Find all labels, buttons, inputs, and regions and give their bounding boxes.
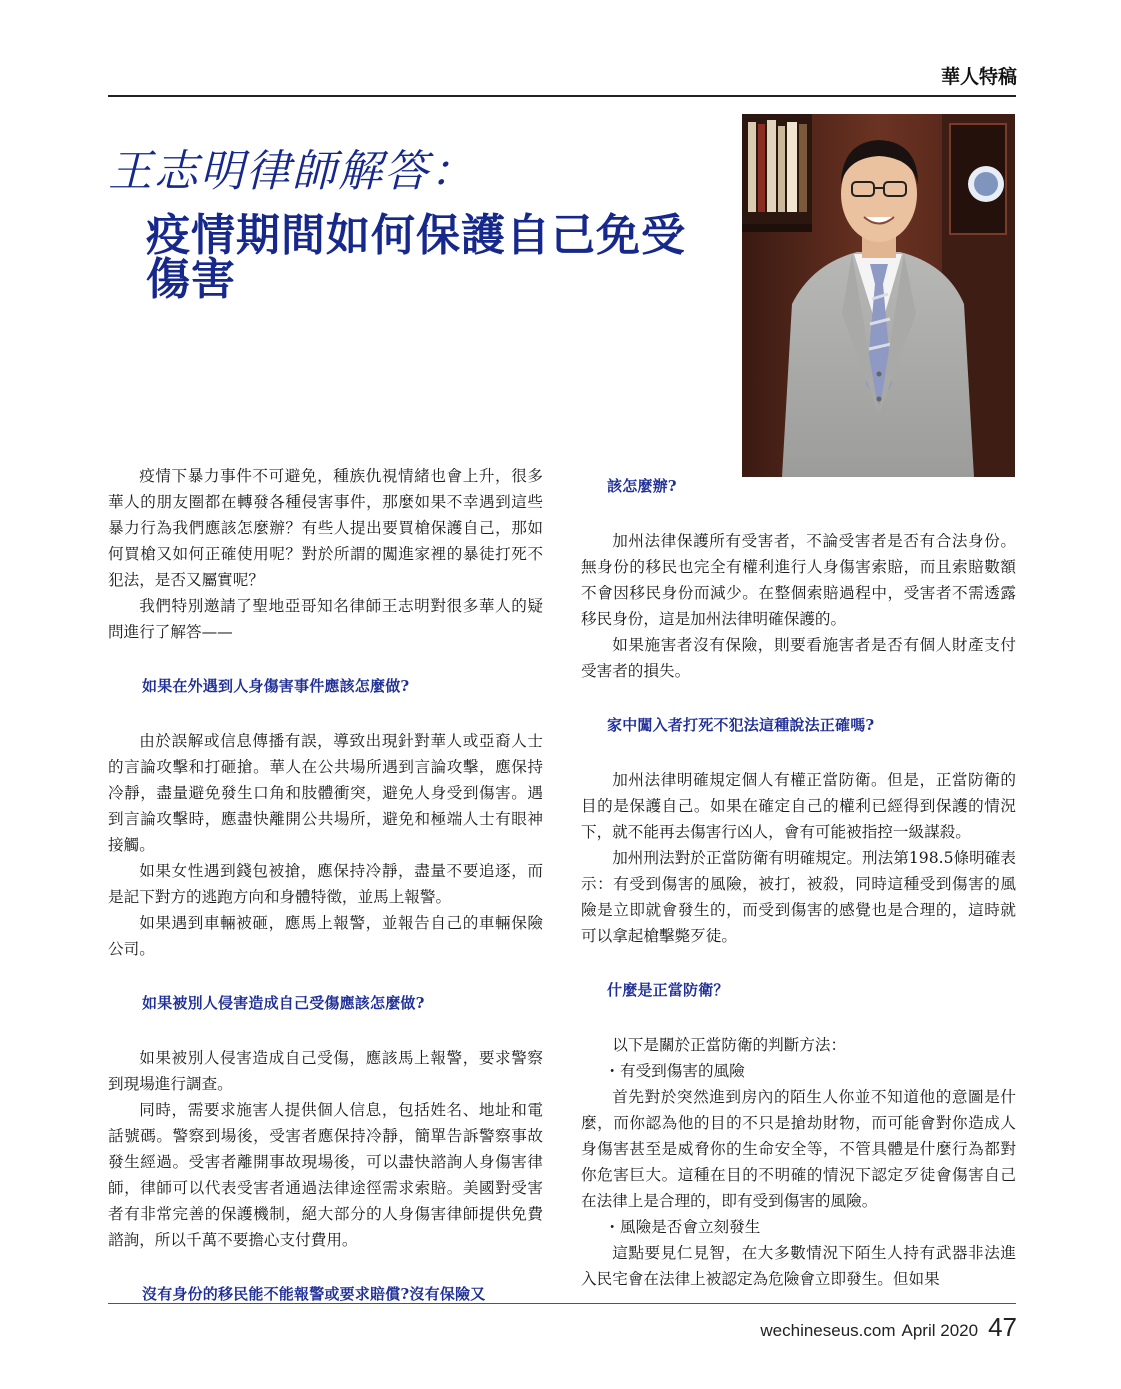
paragraph: 加州刑法對於正當防衛有明確規定。刑法第198.5條明確表示：有受到傷害的風險，被打，被殺，同時這種受到傷害的風險是立即就會發生的，而受到傷害的感覺也是合理的，這時就可以拿起槍擊斃歹徒。 [581, 849, 1016, 945]
left-column [108, 463, 543, 1336]
paragraph: 加州法律明確規定個人有權正當防衛。但是，正當防衛的目的是保護自己。如果在確定自己的權利已經得到保護的情況下，就不能再去傷害行凶人，會有可能被指控一級謀殺。 [581, 771, 1016, 841]
bullet-item: ・風險是否會立刻發生 [604, 1218, 761, 1236]
paragraph: 同時，需要求施害人提供個人信息，包括姓名、地址和電話號碼。警察到場後，受害者應保持冷靜，簡單告訴警察事故發生經過。受害者離開事故現場後，可以盡快諮詢人身傷害律師，律師可以代表受害者通過法律途徑需求索賠。美國對受害者有非常完善的保護機制，絕大部分的人身傷害律師提供免費諮詢，所以千萬不要擔心支付費用。 [108, 1101, 543, 1249]
paragraph: 如果施害者沒有保險，則要看施害者是否有個人財產支付受害者的損失。 [581, 636, 1016, 680]
question-heading: 如果在外遇到人身傷害事件應該怎麼做? [142, 677, 410, 695]
paragraph: 這點要見仁見智，在大多數情況下陌生人持有武器非法進入民宅會在法律上被認定為危險會立即發生。但如果 [581, 1244, 1016, 1288]
paragraph: 如果遇到車輛被砸，應馬上報警，並報告自己的車輛保險公司。 [108, 914, 543, 958]
footer-site: wechineseus.com [760, 1321, 896, 1340]
question-heading: 如果被別人侵害造成自己受傷應該怎麼做? [142, 994, 425, 1012]
article-title-line2: 疫情期間如何保護自己免受傷害 [146, 210, 686, 305]
article-title-line1: 王志明律師解答： [108, 146, 476, 197]
question-heading: 家中闖入者打死不犯法這種說法正確嗎? [607, 716, 875, 734]
paragraph: 我們特別邀請了聖地亞哥知名律師王志明對很多華人的疑問進行了解答—— [108, 597, 543, 641]
top-rule [108, 95, 1016, 97]
question-heading-continued: 該怎麼辦? [607, 477, 677, 495]
paragraph: 如果女性遇到錢包被搶，應保持冷靜，盡量不要追逐，而是記下對方的逃跑方向和身體特徵，並馬上報警。 [108, 862, 543, 906]
paragraph: 疫情下暴力事件不可避免，種族仇視情緒也會上升，很多華人的朋友圈都在轉發各種侵害事件，那麼如果不幸遇到這些暴力行為我們應該怎麼辦？有些人提出要買槍保護自己，那如何買槍又如何正確使用呢？對於所謂的闖進家裡的暴徒打死不犯法，是否又屬實呢？ [108, 467, 543, 589]
paragraph: 如果被別人侵害造成自己受傷，應該馬上報警，要求警察到現場進行調查。 [108, 1049, 543, 1093]
paragraph: 以下是關於正當防衛的判斷方法： [612, 1036, 847, 1054]
question-heading: 沒有身份的移民能不能報警或要求賠償?沒有保險又 [142, 1285, 486, 1303]
footer [760, 1312, 1017, 1343]
bottom-rule [108, 1303, 1016, 1304]
right-column [581, 473, 1016, 1292]
page-number: 47 [988, 1312, 1017, 1342]
footer-date: April 2020 [901, 1321, 979, 1340]
paragraph: 首先對於突然進到房內的陌生人你並不知道他的意圖是什麼，而你認為他的目的不只是搶劫財物，而可能會對你造成人身傷害甚至是威脅你的生命安全等，不管具體是什麼行為都對你危害巨大。這種在目的不明確的情況下認定歹徒會傷害自己在法律上是合理的，即有受到傷害的風險。 [581, 1088, 1016, 1210]
question-heading: 什麼是正當防衛？ [607, 981, 729, 999]
section-tag: 華人特稿 [940, 66, 1017, 88]
paragraph: 加州法律保護所有受害者，不論受害者是否有合法身份。無身份的移民也完全有權利進行人身傷害索賠，而且索賠數額不會因移民身份而減少。在整個索賠過程中，受害者不需透露移民身份，這是加州法律明確保護的。 [581, 532, 1016, 628]
lawyer-portrait-photo [742, 114, 1015, 477]
bullet-item: ・有受到傷害的風險 [604, 1062, 745, 1080]
paragraph: 由於誤解或信息傳播有誤，導致出現針對華人或亞裔人士的言論攻擊和打砸搶。華人在公共場所遇到言論攻擊，應保持冷靜，盡量避免發生口角和肢體衝突，避免人身受到傷害。遇到言論攻擊時，應盡快離開公共場所，避免和極端人士有眼神接觸。 [108, 732, 543, 854]
